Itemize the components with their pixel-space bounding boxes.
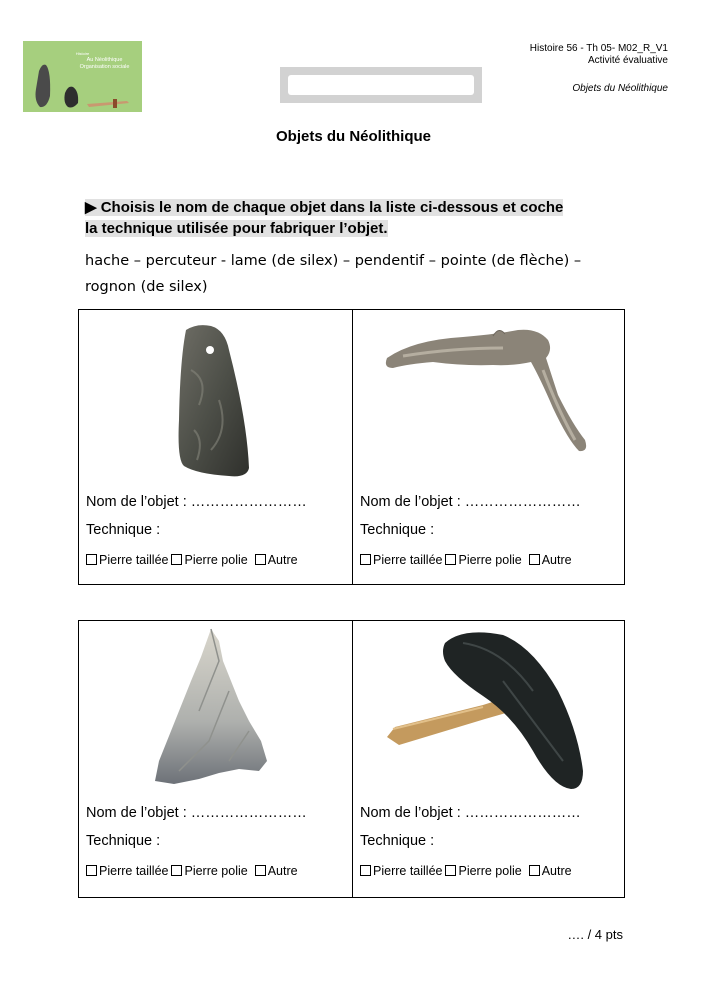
student-name-box[interactable] bbox=[280, 67, 482, 103]
object-cell-pendant bbox=[79, 310, 352, 584]
technique-label: Technique : bbox=[360, 833, 435, 849]
technique-label: Technique : bbox=[86, 833, 161, 849]
option-label: Pierre taillée bbox=[99, 553, 169, 567]
technique-options bbox=[86, 553, 298, 567]
option-label: Pierre taillée bbox=[373, 864, 443, 878]
option-label: Pierre polie bbox=[184, 864, 248, 878]
option-label: Autre bbox=[267, 553, 298, 567]
score: …. / 4 pts bbox=[567, 927, 623, 942]
object-cell-axe bbox=[353, 621, 626, 897]
document-code: Histoire 56 - Th 05- M02_R_V1 bbox=[529, 43, 668, 54]
objects-table-2 bbox=[78, 620, 625, 898]
activity-type: Activité évaluative bbox=[587, 55, 668, 66]
option-label: Autre bbox=[267, 864, 298, 878]
checkbox-pierre-polie[interactable] bbox=[445, 554, 456, 565]
technique-options bbox=[86, 864, 298, 878]
option-label: Pierre taillée bbox=[373, 553, 443, 567]
object-name-label[interactable]: Nom de l’objet : …………………… bbox=[86, 494, 307, 510]
option-label: Pierre polie bbox=[184, 553, 248, 567]
page-title: Objets du Néolithique bbox=[275, 128, 431, 145]
checkbox-pierre-polie[interactable] bbox=[445, 865, 456, 876]
checkbox-pierre-polie[interactable] bbox=[171, 865, 182, 876]
objects-table-1 bbox=[78, 309, 625, 585]
instruction-text-1: ▶ Choisis le nom de chaque objet dans la liste ci-dessous et coche bbox=[85, 199, 564, 216]
word-list-line-2: rognon (de silex) bbox=[85, 279, 208, 295]
option-label: Pierre taillée bbox=[99, 864, 169, 878]
object-cell-arrowhead bbox=[79, 621, 352, 897]
logo bbox=[23, 41, 142, 112]
instruction-line-2 bbox=[85, 218, 388, 239]
checkbox-autre[interactable] bbox=[529, 554, 540, 565]
logo-title-line2: Organisation sociale bbox=[79, 64, 130, 70]
checkbox-pierre-taillee[interactable] bbox=[86, 865, 97, 876]
checkbox-autre[interactable] bbox=[255, 865, 266, 876]
instruction-line-1 bbox=[85, 197, 563, 218]
checkbox-autre[interactable] bbox=[529, 865, 540, 876]
technique-options bbox=[360, 864, 572, 878]
technique-label: Technique : bbox=[86, 522, 161, 538]
logo-artifacts-icon bbox=[23, 41, 142, 112]
checkbox-autre[interactable] bbox=[255, 554, 266, 565]
logo-subject: Histoire bbox=[75, 51, 90, 56]
object-name-label[interactable]: Nom de l’objet : …………………… bbox=[86, 805, 307, 821]
checkbox-pierre-taillee[interactable] bbox=[86, 554, 97, 565]
technique-label: Technique : bbox=[360, 522, 435, 538]
header-subject: Objets du Néolithique bbox=[572, 83, 668, 94]
word-list-line-1: hache – percuteur - lame (de silex) – pendentif – pointe (de flèche) – bbox=[85, 253, 582, 269]
antler-handle-icon bbox=[353, 310, 626, 490]
object-cell-antler bbox=[353, 310, 626, 584]
instruction-text-2: la technique utilisée pour fabriquer l’objet. bbox=[85, 220, 388, 237]
object-name-label[interactable]: Nom de l’objet : …………………… bbox=[360, 494, 581, 510]
checkbox-pierre-taillee[interactable] bbox=[360, 554, 371, 565]
option-label: Autre bbox=[541, 864, 572, 878]
option-label: Autre bbox=[541, 553, 572, 567]
arrowhead-icon bbox=[79, 621, 352, 801]
object-name-label[interactable]: Nom de l’objet : …………………… bbox=[360, 805, 581, 821]
student-name-field[interactable] bbox=[288, 75, 474, 95]
option-label: Pierre polie bbox=[458, 553, 522, 567]
polished-axe-icon bbox=[353, 621, 626, 801]
option-label: Pierre polie bbox=[458, 864, 522, 878]
checkbox-pierre-taillee[interactable] bbox=[360, 865, 371, 876]
logo-title-line1: Au Néolithique bbox=[86, 57, 123, 63]
pendant-stone-icon bbox=[79, 310, 352, 490]
checkbox-pierre-polie[interactable] bbox=[171, 554, 182, 565]
technique-options bbox=[360, 553, 572, 567]
